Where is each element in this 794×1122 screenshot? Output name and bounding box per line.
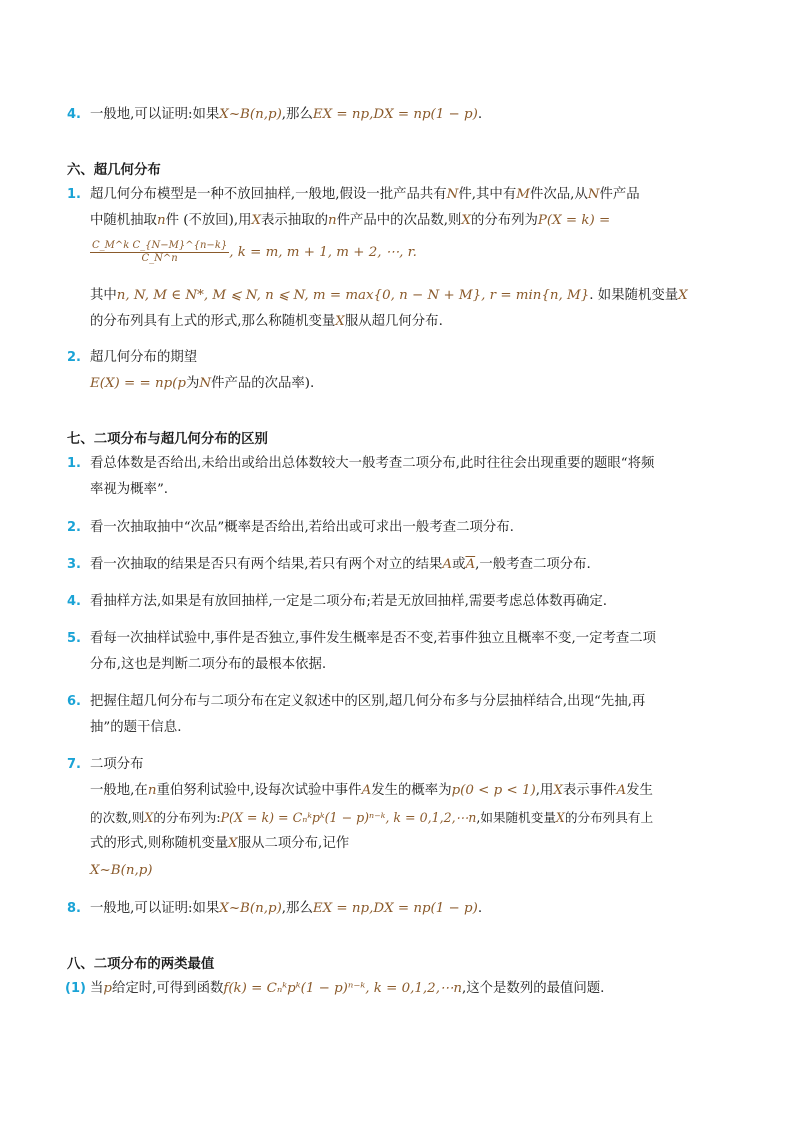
item-number: 4.	[67, 107, 81, 122]
item-number: 3.	[67, 557, 81, 572]
item-number: 1.	[67, 456, 81, 471]
item-text: 一般地,可以证明:如果X~B(n,p),那么EX = np,DX = np(1 − p).	[90, 107, 483, 122]
item-number: 1.	[67, 187, 81, 202]
item-number: 2.	[67, 520, 81, 535]
item-number: 8.	[67, 901, 81, 916]
hypergeometric-fraction: $\frac{\text{C\_M\textasciicircum{}k C\_\{N−M\}\textasciicircum{}\{n−k\}}}{C\_N\^{}n}$	[92, 240, 228, 264]
item-number: 4.	[67, 594, 81, 609]
item-number: (1)	[65, 981, 86, 996]
item-number: 2.	[67, 350, 81, 365]
item-number: 7.	[67, 757, 81, 772]
item-number: 6.	[67, 694, 81, 709]
document-page: 4. 一般地,可以证明:如果X~B(n,p),那么EX = np,DX = np(1 − p). 六、超几何分布 1. 超几何分布模型是一种不放回抽样,一般地,假设一批产品共有N件,其中有M件次品,从N件产品 中随机抽取n件 (不放回),用X表示抽取的n件产品中的次品数,则X的分布列为P(X = k) = $\frac{\text{C\_M\textasciicircum{}k C\_\{N−M\}\textasciicircum{}\{n−k\}}}{C\_N\^{}n}$ , k = m, m + 1, m + 2, ⋯, r. 其中n, N, M ∈ N*, M ⩽ N, n ⩽ N, m = max{0, n − N + M}, r = min{n, M}. 如果随机变量X 的分布列具有上式的形式,那么称随机变量X服从超几何分布. 2. 超几何分布的期望 E(X) = = np(p为N件产品的次品率). 七、二项分布与超几何分布的区别 1. 看总体数是否给出,未给出或给出总体数较大一般考查二项分布,此时往往会出现重要的题眼“将频 率视为概率”. 2. 看一次抽取抽中“次品”概率是否给出,若给出或可求出一般考查二项分布. 3. 看一次抽取的结果是否只有两个结果,若只有两个对立的结果A或$\overline{A}$,一般考查二项分布. 4. 看抽样方法,如果是有放回抽样,一定是二项分布;若是无放回抽样,需要考虑总体数再确定. 5. 看每一次抽样试验中,事件是否独立,事件发生概率是否不变,若事件独立且概率不变,一定考查二项 分布,这也是判断二项分布的最根本依据. 6. 把握住超几何分布与二项分布在定义叙述中的区别,超几何分布多与分层抽样结合,出现“先抽,再 抽”的题干信息. 7. 二项分布 一般地,在n重伯努利试验中,设每次试验中事件A发生的概率为p(0 < p < 1),用X表示事件A发生 的次数,则X的分布列为:P(X = k) = Cₙᵏpᵏ(1 − p)ⁿ⁻ᵏ, k = 0,1,2,⋯n,如果随机变量X的分布列具有上 式的形式,则称随机变量X服从二项分布,记作 X~B(n,p) 8. 一般地,可以证明:如果X~B(n,p),那么EX = np,DX = np(1 − p). 八、二项分布的两类最值 (1) 当p给定时,可得到函数f(k) = Cₙᵏpᵏ(1 − p)ⁿ⁻ᵏ, k = 0,1,2,⋯n,这个是数列的最值问题.	[65, 107, 688, 996]
item-number: 5.	[67, 631, 81, 646]
